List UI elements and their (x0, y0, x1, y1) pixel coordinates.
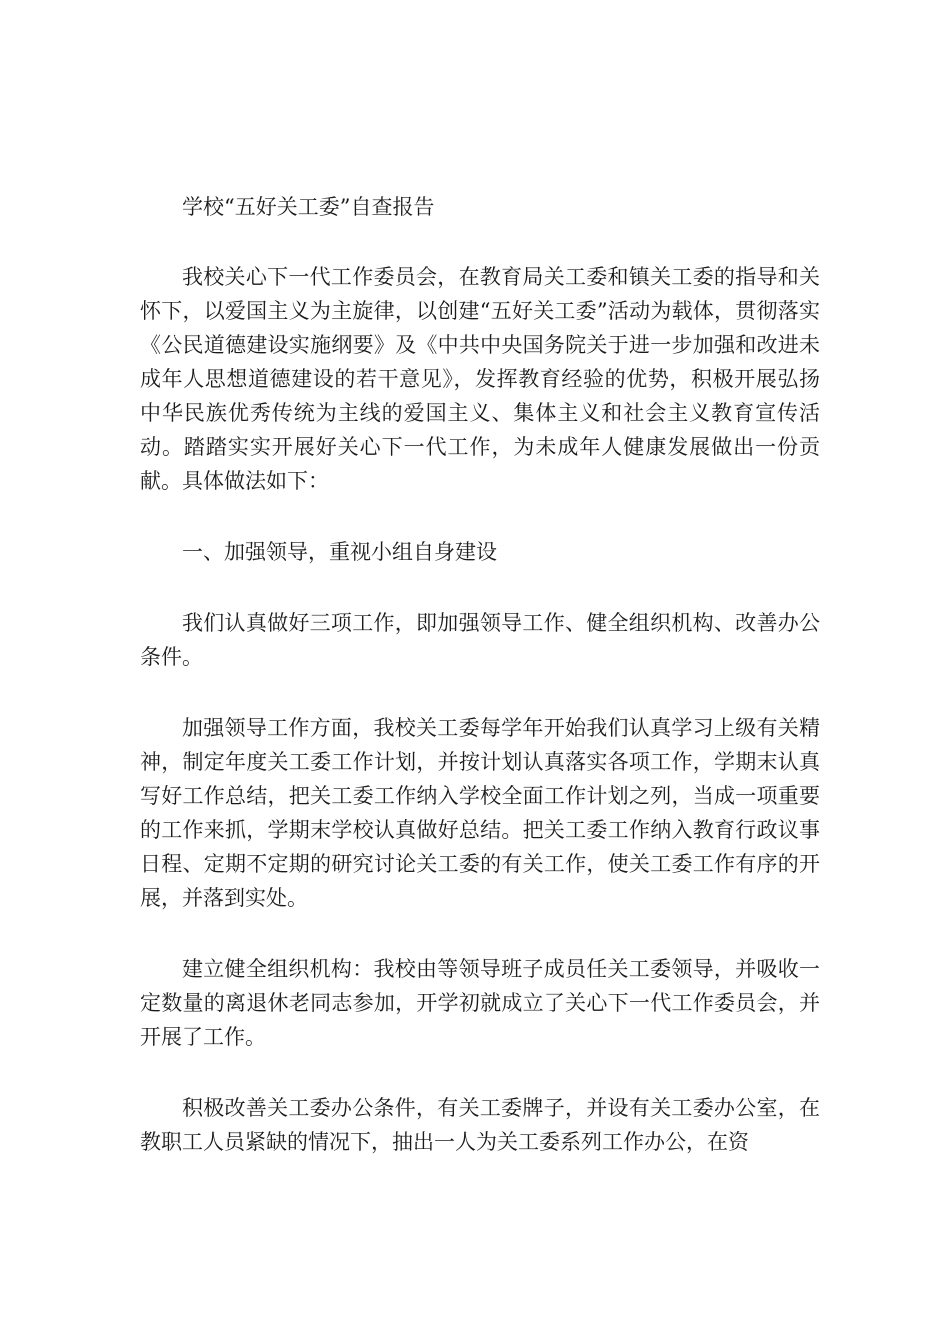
section-paragraph-4: 积极改善关工委办公条件，有关工委牌子，并设有关工委办公室，在教职工人员紧缺的情况下，抽出一人为关工委系列工作办公，在资 (140, 1096, 820, 1154)
document-body (140, 190, 820, 1196)
section-paragraph-1: 我们认真做好三项工作，即加强领导工作、健全组织机构、改善办公条件。 (140, 611, 820, 669)
section-heading: 一、加强领导，重视小组自身建设 (182, 540, 497, 564)
section-paragraph-2: 加强领导工作方面，我校关工委每学年开始我们认真学习上级有关精神，制定年度关工委工作计划，并按计划认真落实各项工作，学期末认真写好工作总结，把关工委工作纳入学校全面工作计划之列，当成一项重要的工作来抓，学期末学校认真做好总结。把关工委工作纳入教育行政议事日程、定期不定期的研究讨论关工委的有关工作，使关工委工作有序的开展，并落到实处。 (140, 716, 820, 910)
document-title: 学校“五好关工委”自查报告 (182, 195, 435, 219)
intro-paragraph: 我校关心下一代工作委员会，在教育局关工委和镇关工委的指导和关怀下，以爱国主义为主旋律，以创建“五好关工委”活动为载体，贯彻落实《公民道德建设实施纲要》及《中共中央国务院关于进一步加强和改进未成年人思想道德建设的若干意见》，发挥教育经验的优势，积极开展弘扬中华民族优秀传统为主线的爱国主义、集体主义和社会主义教育宣传活动。踏踏实实开展好关心下一代工作，为未成年人健康发展做出一份贡献。具体做法如下： (140, 265, 820, 493)
section-paragraph-3: 建立健全组织机构：我校由等领导班子成员任关工委领导，并吸收一定数量的离退休老同志参加，开学初就成立了关心下一代工作委员会，并开展了工作。 (140, 957, 820, 1049)
